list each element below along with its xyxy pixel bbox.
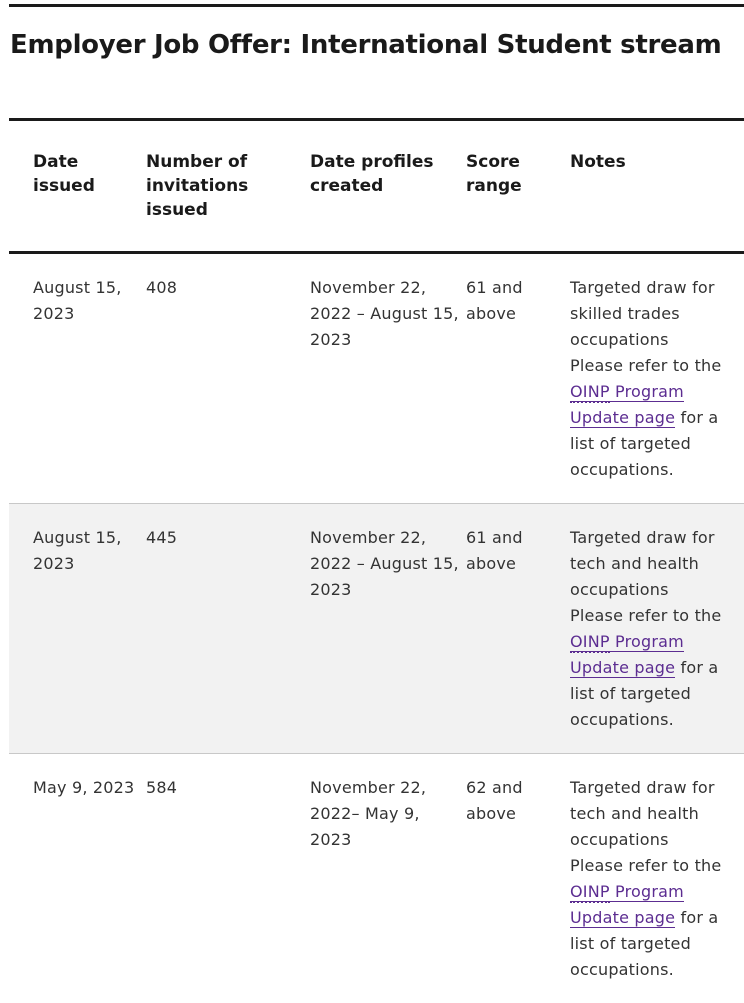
notes-intro: Targeted draw for tech and health occupations [570,525,744,603]
cell-profiles-created: November 22, 2022– May 9, 2023 [310,754,466,1003]
cell-profiles-created: November 22, 2022 – August 15, 2023 [310,253,466,504]
header-invitations: Number of invitations issued [146,120,310,253]
header-row [9,120,744,253]
cell-invitations: 408 [146,253,310,504]
link-text: Program Update page [570,632,684,677]
notes-intro: Targeted draw for tech and health occupations [570,775,744,853]
table-row [9,754,744,1003]
cell-profiles-created: November 22, 2022 – August 15, 2023 [310,504,466,754]
page-title: Employer Job Offer: International Student stream [10,30,721,60]
notes-refer: Please refer to the [570,606,721,625]
table-header [9,120,744,253]
table-row [9,504,744,754]
cell-score-range: 61 and above [466,504,570,754]
notes-after: for a list of targeted occupations. [570,408,718,479]
cell-score-range: 61 and above [466,253,570,504]
cell-date-issued: August 15, 2023 [9,504,146,754]
cell-notes [570,504,744,754]
cell-notes [570,754,744,1003]
top-divider [9,4,744,7]
link-text: Program Update page [570,382,684,427]
link-abbr: OINP [570,632,610,653]
cell-notes [570,253,744,504]
draws-table [9,118,744,1003]
header-profiles-created: Date profiles created [310,120,466,253]
oinp-program-update-link[interactable] [570,382,684,428]
oinp-program-update-link[interactable] [570,882,684,928]
notes-refer: Please refer to the [570,356,721,375]
oinp-program-update-link[interactable] [570,632,684,678]
cell-invitations: 445 [146,504,310,754]
notes-refer: Please refer to the [570,856,721,875]
notes-intro: Targeted draw for skilled trades occupations [570,275,744,353]
link-abbr: OINP [570,382,610,403]
cell-invitations: 584 [146,754,310,1003]
header-date-issued: Date issued [9,120,146,253]
link-abbr: OINP [570,882,610,903]
table-body [9,253,744,1003]
cell-score-range: 62 and above [466,754,570,1003]
notes-after: for a list of targeted occupations. [570,908,718,979]
cell-date-issued: May 9, 2023 [9,754,146,1003]
header-score-range: Score range [466,120,570,253]
table-row [9,253,744,504]
notes-after: for a list of targeted occupations. [570,658,718,729]
header-notes: Notes [570,120,744,253]
cell-date-issued: August 15, 2023 [9,253,146,504]
link-text: Program Update page [570,882,684,927]
